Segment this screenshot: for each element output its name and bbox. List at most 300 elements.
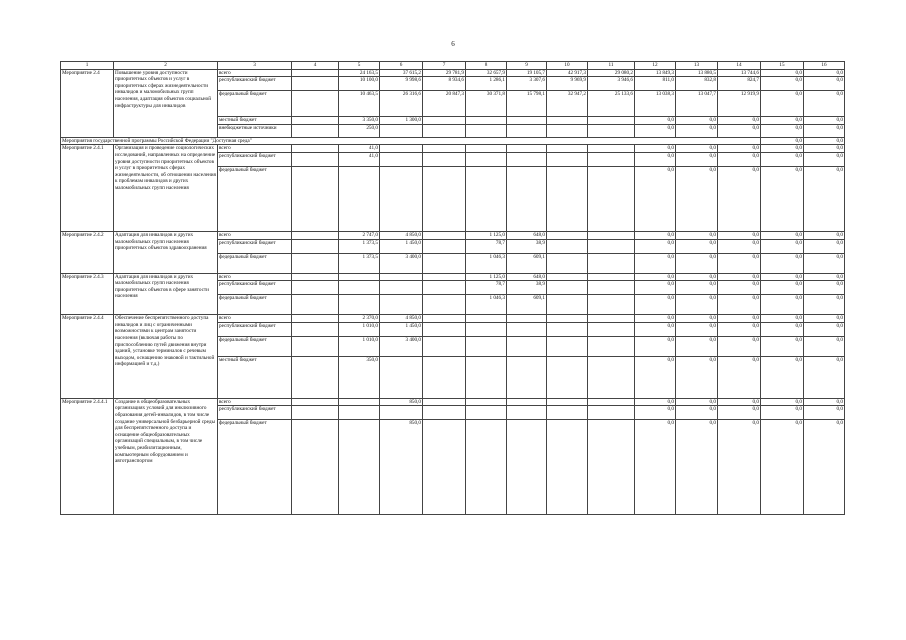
value-cell [423, 117, 466, 125]
funding-source: республиканский бюджет [218, 406, 292, 420]
value-cell: 0,0 [761, 356, 804, 398]
value-cell: 0,0 [718, 406, 761, 420]
value-cell [292, 124, 339, 137]
value-cell [547, 398, 588, 406]
funding-source: всего [218, 273, 292, 281]
value-cell: 811,0 [635, 77, 676, 91]
value-cell [588, 273, 635, 281]
header-cell: 12 [635, 62, 676, 70]
value-cell [466, 336, 507, 356]
value-cell [292, 336, 339, 356]
value-cell [466, 145, 507, 153]
value-cell: 0,0 [804, 420, 845, 515]
value-cell [380, 145, 423, 153]
budget-table [60, 61, 845, 515]
value-cell: 0,0 [676, 273, 718, 281]
funding-source: республиканский бюджет [218, 152, 292, 166]
value-cell [466, 166, 507, 231]
value-cell: 30 371,8 [466, 91, 507, 117]
value-cell: 0,0 [804, 231, 845, 239]
value-cell [547, 273, 588, 281]
program-banner: Мероприятия государственной программы Российской Федерации "Доступная среда" [61, 137, 761, 145]
value-cell: 0,0 [718, 281, 761, 295]
value-cell: 78,7 [466, 281, 507, 295]
table-row [61, 273, 845, 281]
value-cell: 8 934,6 [423, 77, 466, 91]
value-cell [292, 253, 339, 273]
value-cell: 19 105,7 [507, 69, 547, 77]
value-cell [292, 315, 339, 323]
value-cell: 0,0 [676, 231, 718, 239]
value-cell: 10 100,0 [339, 77, 380, 91]
value-cell: 32 657,9 [466, 69, 507, 77]
value-cell: 850,0 [380, 420, 423, 515]
value-cell [547, 420, 588, 515]
value-cell: 0,0 [804, 336, 845, 356]
value-cell [507, 166, 547, 231]
funding-source: местный бюджет [218, 117, 292, 125]
value-cell: 1 450,0 [380, 239, 423, 253]
value-cell: 0,0 [761, 152, 804, 166]
header-cell: 11 [588, 62, 635, 70]
value-cell: 0,0 [718, 273, 761, 281]
value-cell: 0,0 [804, 273, 845, 281]
measure-code: Мероприятие 2.4.2 [61, 231, 114, 273]
value-cell [588, 420, 635, 515]
value-cell [466, 315, 507, 323]
value-cell [588, 336, 635, 356]
measure-title: Обеспечение беспрепятственного доступа инвалидов и лиц с ограниченными возможностями к центрам занятости населения (включая работы по приспособлению путей движения внутри зданий, установке терминалов с речевым выходом, оснащению знаковой и тактильной информацией и т.д.) [114, 315, 218, 399]
value-cell [507, 398, 547, 406]
value-cell: 13 038,3 [635, 91, 676, 117]
value-cell: 0,0 [676, 281, 718, 295]
value-cell [547, 124, 588, 137]
value-cell: 0,0 [761, 166, 804, 231]
value-cell [380, 281, 423, 295]
value-cell: 0,0 [761, 117, 804, 125]
value-cell [423, 420, 466, 515]
value-cell: 0,0 [676, 239, 718, 253]
value-cell [466, 117, 507, 125]
header-cell: 13 [676, 62, 718, 70]
value-cell [507, 356, 547, 398]
value-cell: 12 919,9 [718, 91, 761, 117]
value-cell: 0,0 [804, 356, 845, 398]
value-cell [423, 231, 466, 239]
value-cell: 0,0 [761, 69, 804, 77]
value-cell: 24 163,5 [339, 69, 380, 77]
table-row [61, 315, 845, 323]
value-cell: 0,0 [635, 336, 676, 356]
value-cell: 0,0 [676, 166, 718, 231]
value-cell: 0,0 [761, 420, 804, 515]
value-cell [588, 239, 635, 253]
value-cell [588, 356, 635, 398]
value-cell: 15 798,1 [507, 91, 547, 117]
value-cell: 0,0 [718, 356, 761, 398]
value-cell: 3 350,0 [339, 117, 380, 125]
value-cell: 0,0 [676, 295, 718, 315]
page-number: 6 [451, 40, 455, 48]
measure-title: Повышение уровня доступности приоритетных объектов и услуг в приоритетных сферах жизнедеятельности инвалидов и маломобильных групп населения, адаптация объектов социальной инфраструктуры для инвалидов [114, 69, 218, 137]
table-row [61, 145, 845, 153]
value-cell [547, 406, 588, 420]
value-cell: 850,0 [380, 398, 423, 406]
value-cell [423, 166, 466, 231]
value-cell: 0,0 [761, 281, 804, 295]
value-cell [423, 356, 466, 398]
value-cell [339, 295, 380, 315]
value-cell: 0,0 [804, 91, 845, 117]
value-cell [547, 322, 588, 336]
value-cell: 0,0 [676, 406, 718, 420]
value-cell: 0,0 [676, 152, 718, 166]
value-cell [588, 166, 635, 231]
value-cell [547, 253, 588, 273]
table-row [61, 231, 845, 239]
header-cell: 10 [547, 62, 588, 70]
header-cell: 8 [466, 62, 507, 70]
value-cell [292, 145, 339, 153]
measure-code: Мероприятие 2.4 [61, 69, 114, 137]
value-cell: 38,9 [507, 281, 547, 295]
value-cell [292, 91, 339, 117]
value-cell: 0,0 [676, 253, 718, 273]
value-cell: 0,0 [804, 398, 845, 406]
value-cell [547, 336, 588, 356]
funding-source: федеральный бюджет [218, 336, 292, 356]
value-cell [292, 295, 339, 315]
header-cell: 1 [61, 62, 114, 70]
value-cell: 3 400,0 [380, 336, 423, 356]
value-cell: 609,1 [507, 253, 547, 273]
value-cell [466, 124, 507, 137]
value-cell [466, 398, 507, 406]
value-cell: 32 947,2 [547, 91, 588, 117]
value-cell [423, 152, 466, 166]
value-cell: 0,0 [718, 124, 761, 137]
value-cell: 0,0 [635, 124, 676, 137]
value-cell [292, 281, 339, 295]
value-cell: 41,0 [339, 145, 380, 153]
value-cell [466, 152, 507, 166]
value-cell [547, 152, 588, 166]
header-cell: 9 [507, 62, 547, 70]
value-cell: 1 450,0 [380, 322, 423, 336]
value-cell: 0,0 [761, 273, 804, 281]
value-cell: 0,0 [804, 281, 845, 295]
funding-source: республиканский бюджет [218, 77, 292, 91]
value-cell [380, 295, 423, 315]
header-row [61, 62, 845, 70]
value-cell: 0,0 [804, 137, 845, 145]
value-cell: 0,0 [718, 166, 761, 231]
value-cell [339, 166, 380, 231]
value-cell: 0,0 [718, 295, 761, 315]
value-cell: 78,7 [466, 239, 507, 253]
value-cell [423, 398, 466, 406]
funding-source: внебюджетные источники [218, 124, 292, 137]
value-cell: 9 969,9 [547, 77, 588, 91]
value-cell [507, 145, 547, 153]
value-cell [547, 356, 588, 398]
funding-source: республиканский бюджет [218, 322, 292, 336]
value-cell [588, 315, 635, 323]
value-cell: 38,9 [507, 239, 547, 253]
value-cell: 0,0 [761, 239, 804, 253]
value-cell: 0,0 [718, 420, 761, 515]
value-cell [339, 281, 380, 295]
measure-code: Мероприятие 2.4.4 [61, 315, 114, 399]
value-cell: 0,0 [718, 253, 761, 273]
value-cell: 0,0 [761, 406, 804, 420]
value-cell [507, 420, 547, 515]
measure-code: Мероприятие 2.4.1 [61, 145, 114, 232]
value-cell [507, 406, 547, 420]
value-cell: 0,0 [804, 166, 845, 231]
value-cell: 0,0 [804, 315, 845, 323]
value-cell: 3 400,0 [380, 253, 423, 273]
value-cell: 3 946,6 [588, 77, 635, 91]
value-cell [547, 166, 588, 231]
value-cell: 3 307,6 [507, 77, 547, 91]
measure-code: Мероприятие 2.4.3 [61, 273, 114, 315]
header-cell: 7 [423, 62, 466, 70]
value-cell [380, 356, 423, 398]
value-cell: 1 125,0 [466, 231, 507, 239]
value-cell: 824,7 [718, 77, 761, 91]
funding-source: федеральный бюджет [218, 91, 292, 117]
value-cell: 13 880,5 [676, 69, 718, 77]
header-cell: 6 [380, 62, 423, 70]
table-row [61, 69, 845, 77]
value-cell: 20 847,3 [423, 91, 466, 117]
value-cell [466, 356, 507, 398]
value-cell: 1 373,5 [339, 239, 380, 253]
value-cell: 0,0 [676, 398, 718, 406]
value-cell [547, 315, 588, 323]
value-cell: 42 917,3 [547, 69, 588, 77]
value-cell [588, 322, 635, 336]
header-cell: 3 [218, 62, 292, 70]
value-cell: 0,0 [635, 273, 676, 281]
value-cell: 0,0 [635, 145, 676, 153]
funding-source: федеральный бюджет [218, 166, 292, 231]
value-cell [423, 295, 466, 315]
value-cell [588, 281, 635, 295]
value-cell [588, 295, 635, 315]
value-cell [292, 231, 339, 239]
measure-code: Мероприятие 2.4.4.1 [61, 398, 114, 515]
value-cell [292, 77, 339, 91]
value-cell [339, 398, 380, 406]
value-cell [423, 253, 466, 273]
value-cell [547, 295, 588, 315]
value-cell: 37 615,2 [380, 69, 423, 77]
funding-source: федеральный бюджет [218, 253, 292, 273]
value-cell: 1 125,0 [466, 273, 507, 281]
value-cell [339, 406, 380, 420]
value-cell: 0,0 [761, 295, 804, 315]
header-cell: 15 [761, 62, 804, 70]
value-cell: 0,0 [635, 231, 676, 239]
value-cell: 1 286,1 [466, 77, 507, 91]
value-cell: 648,0 [507, 231, 547, 239]
value-cell: 0,0 [676, 315, 718, 323]
value-cell: 0,0 [718, 145, 761, 153]
value-cell: 0,0 [676, 145, 718, 153]
value-cell [292, 356, 339, 398]
value-cell [423, 322, 466, 336]
measure-title: Адаптация для инвалидов и других маломобильных групп населения приоритетных объектов здравоохранения [114, 231, 218, 273]
value-cell: 0,0 [676, 117, 718, 125]
value-cell [507, 322, 547, 336]
funding-source: всего [218, 231, 292, 239]
value-cell: 0,0 [761, 315, 804, 323]
value-cell: 0,0 [635, 315, 676, 323]
value-cell: 648,0 [507, 273, 547, 281]
value-cell: 0,0 [635, 406, 676, 420]
value-cell: 0,0 [718, 239, 761, 253]
value-cell [380, 406, 423, 420]
value-cell [466, 420, 507, 515]
value-cell [339, 420, 380, 515]
table-row [61, 398, 845, 406]
value-cell [547, 239, 588, 253]
funding-source: всего [218, 398, 292, 406]
value-cell: 0,0 [635, 281, 676, 295]
value-cell: 0,0 [635, 239, 676, 253]
value-cell: 9 998,6 [380, 77, 423, 91]
value-cell: 0,0 [804, 69, 845, 77]
value-cell [292, 322, 339, 336]
program-banner-row [61, 137, 845, 145]
funding-source: местный бюджет [218, 356, 292, 398]
value-cell: 0,0 [635, 420, 676, 515]
value-cell: 13 849,3 [635, 69, 676, 77]
value-cell [507, 117, 547, 125]
value-cell [507, 315, 547, 323]
value-cell: 609,1 [507, 295, 547, 315]
value-cell [339, 273, 380, 281]
value-cell [588, 406, 635, 420]
value-cell: 13 047,7 [676, 91, 718, 117]
measure-title: Создание в общеобразовательных организациях условий для инклюзивного образования детей-инвалидов, в том числе создание универсальной безбарьерной среды для беспрепятственного доступа и оснащение общеобразовательных организаций специальным, в том числе учебным, реабилитационным, компьютерным оборудованием и автотранспортом [114, 398, 218, 515]
value-cell: 0,0 [676, 420, 718, 515]
measure-title: Адаптация для инвалидов и других маломобильных групп населения приоритетных объектов в сфере занятости населения [114, 273, 218, 315]
funding-source: федеральный бюджет [218, 295, 292, 315]
value-cell: 1 046,3 [466, 253, 507, 273]
funding-source: всего [218, 145, 292, 153]
value-cell [380, 152, 423, 166]
funding-source: республиканский бюджет [218, 281, 292, 295]
value-cell [423, 315, 466, 323]
value-cell [547, 117, 588, 125]
value-cell: 0,0 [804, 152, 845, 166]
value-cell [423, 124, 466, 137]
value-cell: 0,0 [718, 322, 761, 336]
value-cell: 0,0 [718, 152, 761, 166]
value-cell [507, 336, 547, 356]
value-cell: 1 010,0 [339, 322, 380, 336]
value-cell: 2 747,0 [339, 231, 380, 239]
value-cell: 4 850,0 [380, 231, 423, 239]
value-cell: 0,0 [761, 231, 804, 239]
value-cell: 0,0 [804, 124, 845, 137]
value-cell [588, 398, 635, 406]
value-cell [292, 406, 339, 420]
value-cell: 832,8 [676, 77, 718, 91]
value-cell: 0,0 [718, 231, 761, 239]
value-cell: 0,0 [761, 253, 804, 273]
value-cell: 4 850,0 [380, 315, 423, 323]
value-cell [292, 398, 339, 406]
value-cell [588, 145, 635, 153]
value-cell: 0,0 [761, 91, 804, 117]
value-cell [380, 166, 423, 231]
value-cell: 0,0 [804, 295, 845, 315]
value-cell: 0,0 [718, 117, 761, 125]
value-cell: 13 744,6 [718, 69, 761, 77]
value-cell: 29 080,2 [588, 69, 635, 77]
value-cell: 0,0 [761, 336, 804, 356]
value-cell: 1 373,5 [339, 253, 380, 273]
value-cell: 1 300,0 [380, 117, 423, 125]
funding-source: республиканский бюджет [218, 239, 292, 253]
value-cell: 1 046,3 [466, 295, 507, 315]
value-cell [588, 117, 635, 125]
value-cell: 25 133,6 [588, 91, 635, 117]
value-cell: 0,0 [635, 398, 676, 406]
value-cell [547, 145, 588, 153]
value-cell: 0,0 [676, 356, 718, 398]
value-cell: 0,0 [676, 322, 718, 336]
value-cell: 10 463,5 [339, 91, 380, 117]
value-cell [423, 336, 466, 356]
value-cell [292, 69, 339, 77]
value-cell [507, 152, 547, 166]
value-cell: 0,0 [635, 295, 676, 315]
value-cell [380, 124, 423, 137]
value-cell [380, 273, 423, 281]
value-cell: 0,0 [804, 145, 845, 153]
measure-title: Организация и проведение социологических исследований, направленных на определение уровня доступности приоритетных объектов и услуг в приоритетных сферах жизнедеятельности, об отношении населения к проблемам инвалидов и других маломобильных групп населения [114, 145, 218, 232]
value-cell: 0,0 [761, 77, 804, 91]
value-cell: 0,0 [635, 166, 676, 231]
value-cell: 41,0 [339, 152, 380, 166]
value-cell [588, 152, 635, 166]
value-cell: 0,0 [761, 145, 804, 153]
header-cell: 2 [114, 62, 218, 70]
header-cell: 5 [339, 62, 380, 70]
value-cell: 0,0 [718, 315, 761, 323]
value-cell [423, 273, 466, 281]
value-cell [423, 145, 466, 153]
value-cell [292, 117, 339, 125]
value-cell: 0,0 [718, 336, 761, 356]
value-cell: 0,0 [761, 398, 804, 406]
value-cell: 0,0 [635, 253, 676, 273]
value-cell: 250,0 [339, 124, 380, 137]
value-cell [423, 406, 466, 420]
value-cell: 0,0 [676, 336, 718, 356]
value-cell: 2 370,0 [339, 315, 380, 323]
value-cell: 0,0 [676, 124, 718, 137]
value-cell: 0,0 [635, 152, 676, 166]
value-cell: 0,0 [804, 406, 845, 420]
value-cell: 350,0 [339, 356, 380, 398]
value-cell: 0,0 [761, 124, 804, 137]
